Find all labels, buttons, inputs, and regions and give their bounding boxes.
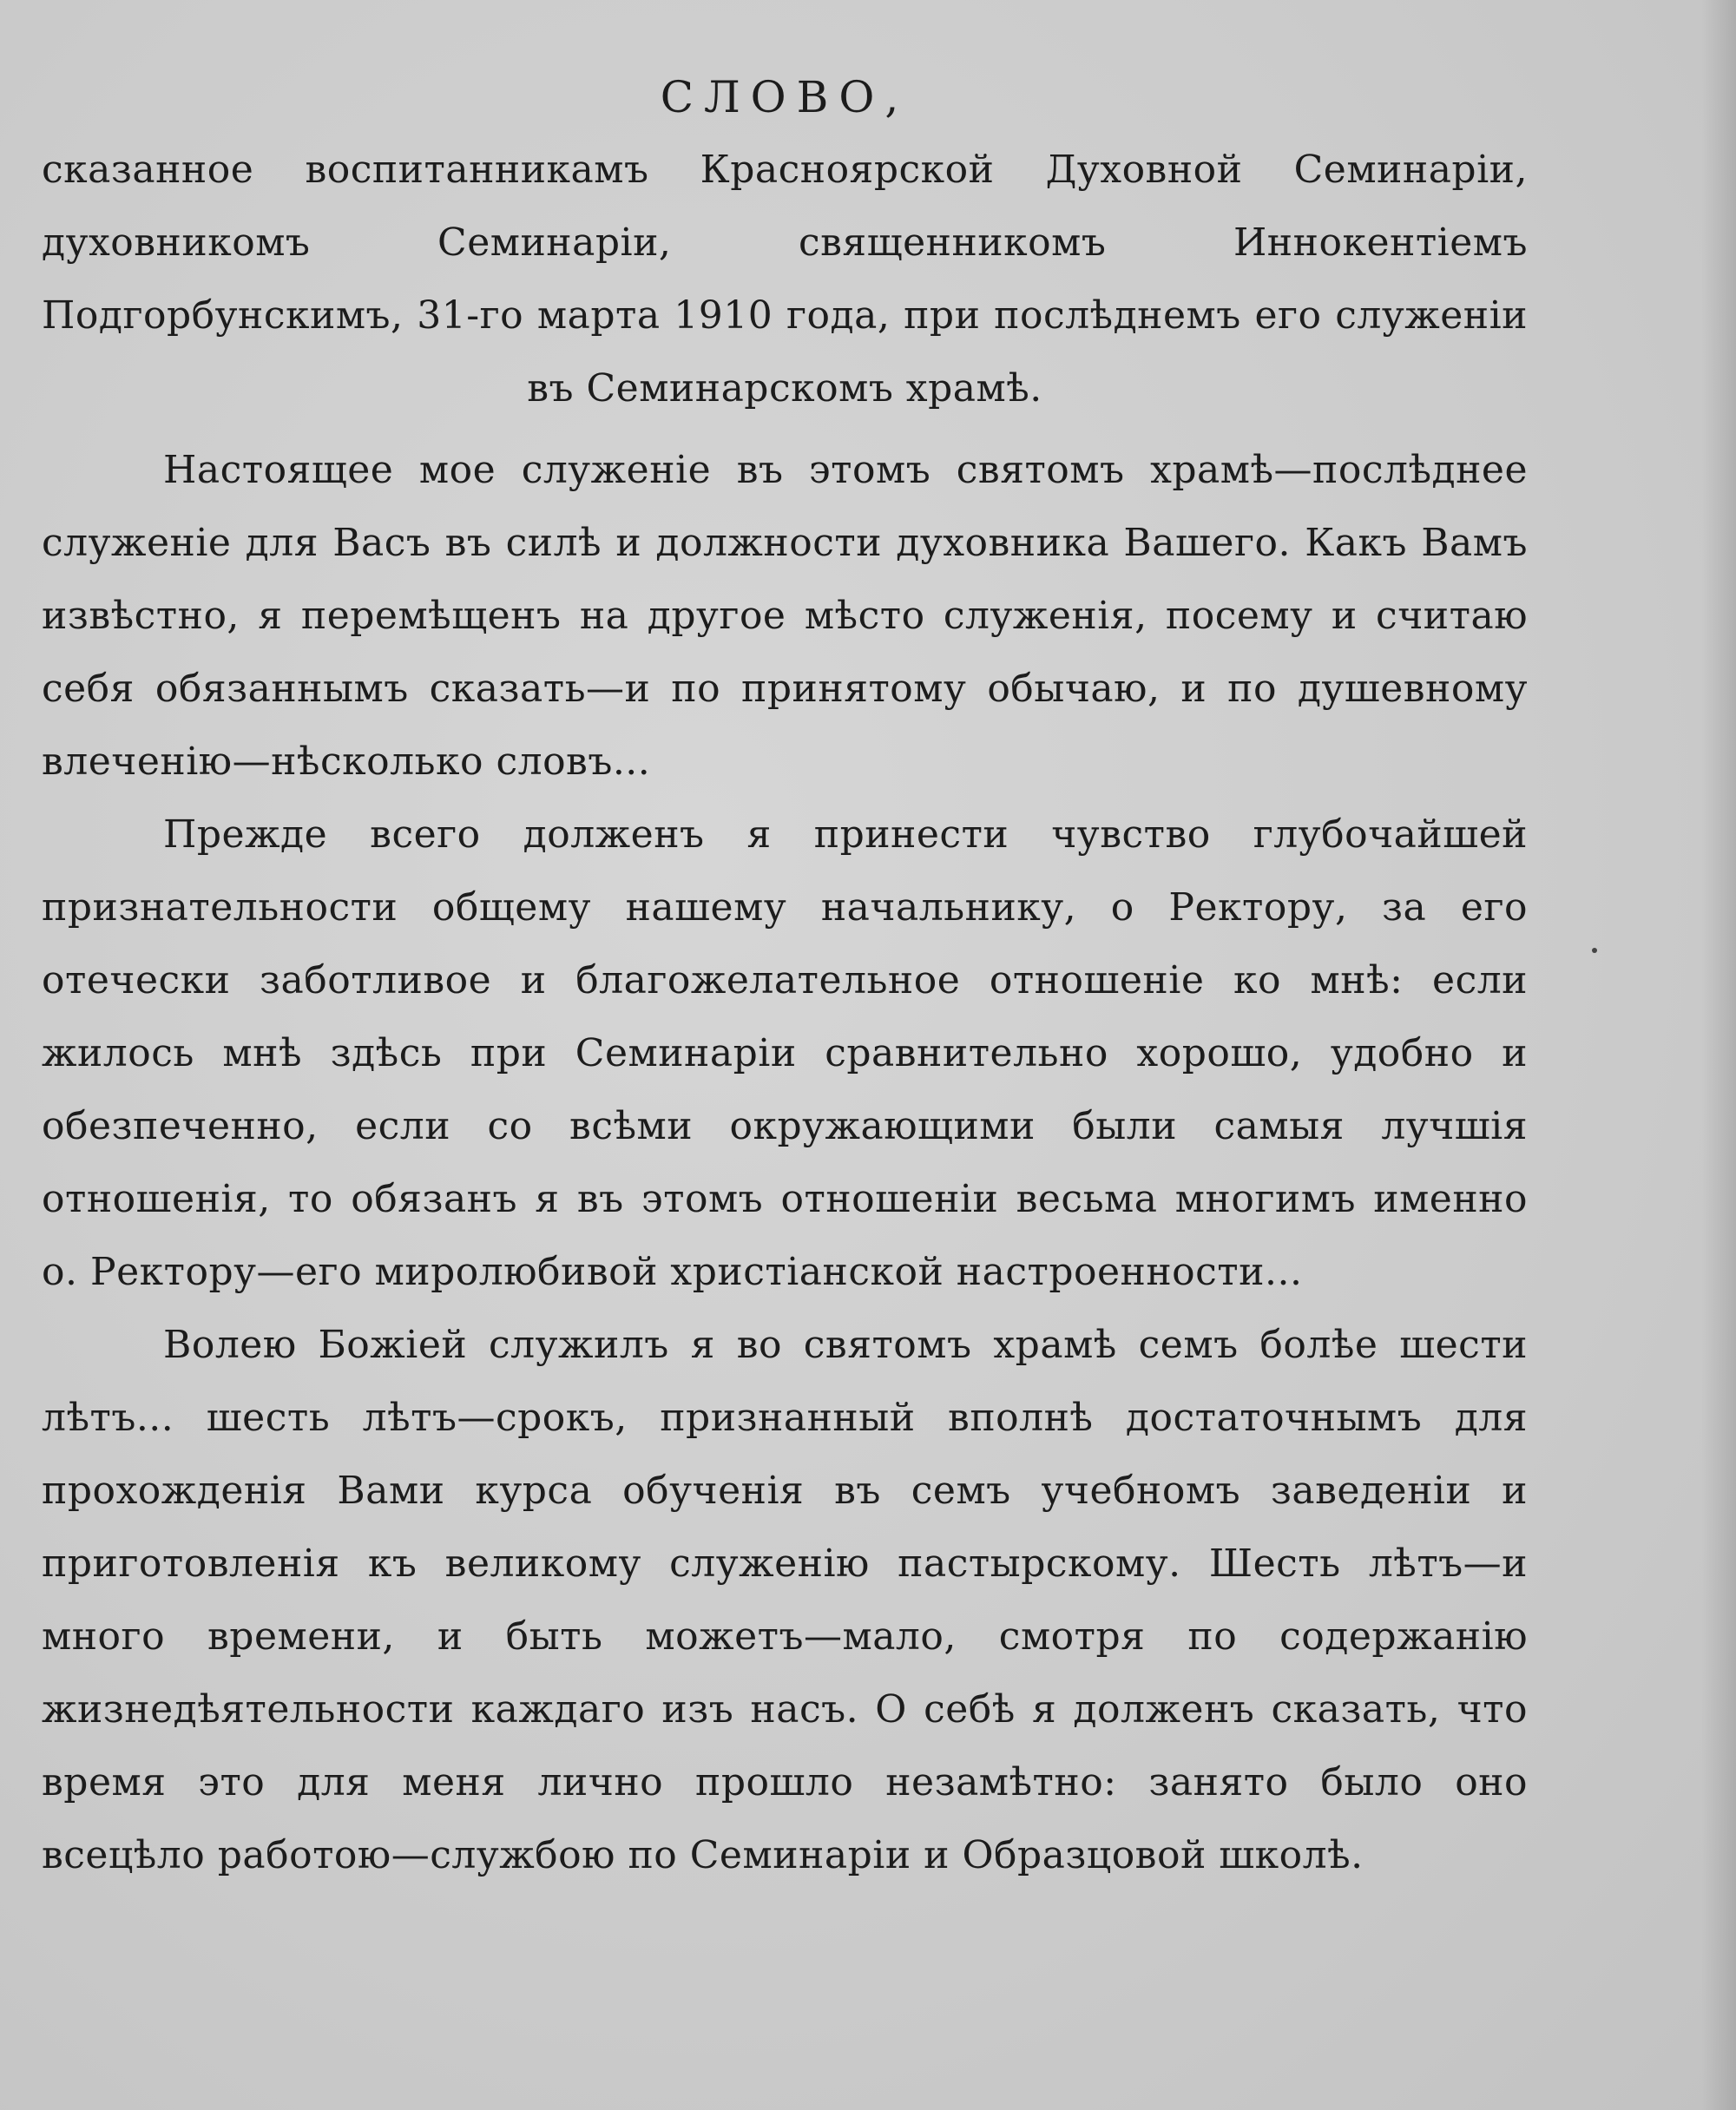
document-body (42, 61, 1528, 1892)
ink-speck (1592, 948, 1597, 953)
paragraph: Волею Божіей служилъ я во святомъ храмѣ семъ болѣе шести лѣтъ... шесть лѣтъ—срокъ, признанный вполнѣ достаточнымъ для прохожденія Вами курса обученія въ семъ учебномъ заведеніи и приготовленія къ великому служенію пастырскому. Шесть лѣтъ—и много времени, и быть можетъ—мало, смотря по содержанію жизнедѣятельности каждаго изъ насъ. О себѣ я долженъ сказать, что время это для меня лично прошло незамѣтно: занято было оно всецѣло работою—службою по Семинаріи и Образцовой школѣ. (42, 1323, 1528, 1877)
page-edge-shadow (1701, 0, 1736, 2110)
paragraph: Настоящее мое служеніе въ этомъ святомъ храмѣ—послѣднее служеніе для Васъ въ силѣ и должности духовника Вашего. Какъ Вамъ извѣстно, я перемѣщенъ на другое мѣсто служенія, посему и считаю себя обязаннымъ сказать—и по принятому обычаю, и по душевному влеченію—нѣсколько словъ... (42, 448, 1528, 784)
document-title: СЛОВО, (660, 72, 910, 122)
paragraph: Прежде всего долженъ я принести чувство глубочайшей признательности общему нашему начальнику, о Ректору, за его отечески заботливое и благожелательное отношеніе ко мнѣ: если жилось мнѣ здѣсь при Семинаріи сравнительно хорошо, удобно и обезпеченно, если со всѣми окружающими были самыя лучшія отношенія, то обязанъ я въ этомъ отношеніи весьма многимъ именно о. Ректору—его миролюбивой христіанской настроенности... (42, 812, 1528, 1294)
document-subtitle: сказанное воспитанникамъ Красноярской Духовной Семинаріи, духовникомъ Семинаріи, священникомъ Иннокентіемъ Подгорбунскимъ, 31-го марта 1910 года, при послѣднемъ его служеніи въ Семинарскомъ храмѣ. (42, 148, 1528, 411)
